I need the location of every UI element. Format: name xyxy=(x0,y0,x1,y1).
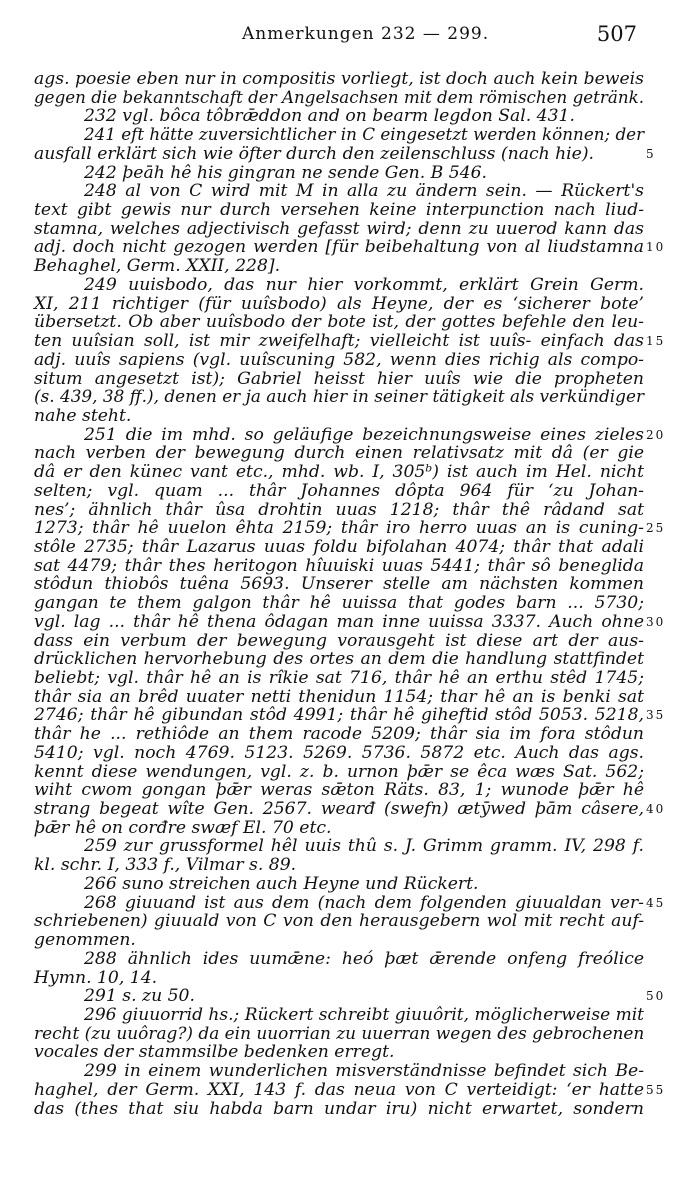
line-text: schriebenen) giuuald von C von den herausgebern wol mit recht auf- xyxy=(34,911,644,932)
line-text: nahe steht. xyxy=(34,405,132,426)
line-text: XI, 211 richtiger (für uuîsbodo) als Heyne, der es ‘sicherer bote’ xyxy=(34,293,644,314)
text-line xyxy=(34,931,644,950)
text-line xyxy=(34,107,644,126)
line-text: 268 giuuand ist aus dem (nach dem folgenden giuualdan ver- xyxy=(84,892,644,913)
running-header xyxy=(0,22,687,52)
line-text: wiht cwom gongan þǣr weras sǣton Räts. 83, 1; wunode þǣr hê xyxy=(34,780,644,801)
text-line xyxy=(34,237,666,258)
line-text: strang begeat wîte Gen. 2567. wearđ (swefn) ætȳwed þām câsere, xyxy=(34,799,644,820)
running-title: Anmerkungen 232 — 299. xyxy=(242,24,490,44)
line-text: ags. poesie eben nur in compositis vorliegt, ist doch auch kein beweis xyxy=(34,69,644,89)
line-text: stôdun thiobôs tuêna 5693. Unserer stelle am nächsten kommen xyxy=(34,574,644,595)
line-text: nach verben der bewegung durch einen relativsatz mit dâ (er gie xyxy=(34,443,644,464)
line-number: 15 xyxy=(646,334,666,349)
line-text: 266 suno streichen auch Heyne und Rückert. xyxy=(84,873,479,894)
line-text: 248 al von C wird mit M in alla zu ändern sein. — Rückert's xyxy=(84,181,644,202)
text-line xyxy=(34,463,644,482)
line-text: 251 die im mhd. so geläufige bezeichnungsweise eines zieles xyxy=(84,424,644,445)
line-text: übersetzt. Ob aber uuîsbodo der bote ist, der gottes befehle den leu- xyxy=(34,312,644,333)
text-line xyxy=(34,856,644,875)
line-text: Hymn. 10, 14. xyxy=(34,967,158,988)
body-text xyxy=(34,69,666,1119)
line-number: 35 xyxy=(646,708,666,723)
line-text: haghel, der Germ. XXI, 143 f. das neua von C verteidigt: ‘er hatte xyxy=(34,1079,644,1100)
text-line xyxy=(34,501,644,520)
text-line xyxy=(34,1062,644,1081)
line-text: situm angesetzt ist); Gabriel heisst hier uuîs wie die propheten xyxy=(34,368,644,389)
text-line xyxy=(34,538,644,557)
text-line xyxy=(34,182,644,201)
text-line xyxy=(34,1006,644,1025)
line-number: 25 xyxy=(646,521,666,536)
line-text: thâr he ... rethiôde an them racode 5209; thâr sia im fora stôdun xyxy=(34,724,644,745)
text-line xyxy=(34,725,644,744)
text-line xyxy=(34,143,656,164)
page-number: 507 xyxy=(596,22,637,46)
text-line xyxy=(34,407,644,426)
text-line xyxy=(34,837,644,856)
text-line xyxy=(34,950,644,969)
text-line xyxy=(34,126,644,145)
line-text: dâ er den künec vant etc., mhd. wb. I, 305ᵇ) ist auch im Hel. nicht xyxy=(34,462,644,483)
text-line xyxy=(34,781,644,800)
text-line xyxy=(34,611,666,632)
text-line xyxy=(34,482,644,501)
line-text: vgl. lag ... thâr hê thena ôdagan man inne uuissa 3337. Auch ohne xyxy=(34,611,644,632)
line-text: gangan te them galgon thâr hê uuissa that godes barn ... 5730; xyxy=(34,593,644,614)
line-text: 296 giuuorrid hs.; Rückert schreibt giuuôrit, möglicherweise mit xyxy=(84,1004,644,1025)
line-text: 241 eft hätte zuversichtlicher in C eingesetzt werden können; der xyxy=(84,125,645,146)
text-line xyxy=(34,201,644,220)
line-number: 5 xyxy=(646,146,656,161)
text-line xyxy=(34,70,644,89)
line-text: 288 ähnlich ides uumǣne: heó þæt ǣrende onfeng freólice xyxy=(84,948,644,969)
text-line xyxy=(34,276,644,295)
line-text: text gibt gewis nur durch versehen keine interpunction nach liud- xyxy=(34,200,644,221)
line-text: ausfall erklärt sich wie öfter durch den zeilenschluss (nach hie). xyxy=(34,143,595,164)
line-text: 1273; thâr hê uuelon êhta 2159; thâr iro herro uuas an is cuning- xyxy=(34,518,644,539)
text-line xyxy=(34,331,666,352)
line-text: drücklichen hervorhebung des ortes an dem die handlung stattfindet xyxy=(34,649,644,670)
text-line xyxy=(34,688,644,707)
line-text: adj. uuîs sapiens (vgl. uuîscuning 582, wenn dies richig als compo- xyxy=(34,349,644,370)
line-text: recht (zu uuôrag?) da ein uuorrian zu uuerran wegen des gebrochenen xyxy=(34,1023,645,1044)
line-text: þǣr hê on corđre swæf El. 70 etc. xyxy=(34,817,332,838)
text-line xyxy=(34,444,644,463)
line-text: 232 vgl. bôca tôbrǣddon and on bearm legdon Sal. 431. xyxy=(84,106,575,127)
line-text: 291 s. zu 50. xyxy=(84,986,195,1007)
text-line xyxy=(34,669,644,688)
text-line xyxy=(34,799,666,820)
line-text: dass ein verbum der bewegung vorausgeht ist diese art der aus- xyxy=(34,630,644,651)
line-text: beliebt; vgl. thâr hê an is rîkie sat 716, thâr hê an erthu stêd 1745; xyxy=(34,668,644,688)
line-text: genommen. xyxy=(34,930,136,951)
text-line xyxy=(34,632,644,651)
line-number: 55 xyxy=(646,1082,666,1097)
text-line xyxy=(34,763,644,782)
text-line xyxy=(34,650,644,669)
line-text: Behaghel, Germ. XXII, 228]. xyxy=(34,256,281,277)
line-text: 299 in einem wunderlichen misverständnisse befindet sich Be- xyxy=(84,1061,644,1082)
line-text: nes’; ähnlich thâr ûsa drohtin uuas 1218; thâr thê râdand sat xyxy=(34,499,644,520)
line-text: stamna, welches adjectivisch gefasst wird; denn zu uuerod kann das xyxy=(34,218,644,239)
text-line xyxy=(34,575,644,594)
line-text: ten uuîsian soll, ist mir zweifelhaft; vielleicht ist uuîs- einfach das xyxy=(34,331,644,352)
text-line xyxy=(34,370,644,389)
text-line xyxy=(34,1100,644,1119)
line-text: thâr sia an brêd uuater netti thenidun 1154; thar hê an is benki sat xyxy=(34,686,644,707)
text-line xyxy=(34,557,644,576)
line-text: kl. schr. I, 333 f., Vilmar s. 89. xyxy=(34,855,297,876)
text-line xyxy=(34,892,666,913)
line-text: kennt diese wendungen, vgl. z. b. urnon þǣr se êca wæs Sat. 562; xyxy=(34,761,644,782)
text-line xyxy=(34,424,666,445)
text-line xyxy=(34,986,666,1007)
text-line xyxy=(34,351,644,370)
line-text: gegen die bekanntschaft der Angelsachsen mit dem römischen getränk. xyxy=(34,87,644,108)
text-line xyxy=(34,1025,644,1044)
line-number: 20 xyxy=(646,427,666,442)
line-text: selten; vgl. quam ... thâr Johannes dôpta 964 für ‘zu Johan- xyxy=(34,480,644,501)
line-text: (s. 439, 38 ff.), denen er ja auch hier in seiner tätigkeit als verkündiger xyxy=(34,387,644,408)
text-line xyxy=(34,705,666,726)
text-line xyxy=(34,875,644,894)
line-number: 40 xyxy=(646,802,666,817)
line-text: stôle 2735; thâr Lazarus uuas foldu bifolahan 4074; thâr that adali xyxy=(34,536,644,557)
text-line xyxy=(34,220,644,239)
text-line xyxy=(34,313,644,332)
text-line xyxy=(34,594,644,613)
text-line xyxy=(34,257,644,276)
text-line xyxy=(34,295,644,314)
text-line xyxy=(34,969,644,988)
text-line xyxy=(34,518,666,539)
line-text: 5410; vgl. noch 4769. 5123. 5269. 5736. 5872 etc. Auch das ags. xyxy=(34,742,644,763)
text-line xyxy=(34,388,644,407)
text-line xyxy=(34,744,644,763)
text-line xyxy=(34,164,644,183)
line-text: adj. doch nicht gezogen werden [für beibehaltung von al liudstamna xyxy=(34,237,644,258)
line-text: sat 4479; thâr thes heritogon hîuuiski uuas 5441; thâr sô beneglida xyxy=(34,555,644,576)
text-line xyxy=(34,1079,666,1100)
line-text: 249 uuisbodo, das nur hier vorkommt, erklärt Grein Germ. xyxy=(84,274,644,295)
line-number: 10 xyxy=(646,240,666,255)
line-text: 2746; thâr hê gibundan stôd 4991; thâr hê giheftid stôd 5053. 5218, xyxy=(34,705,644,726)
text-line xyxy=(34,912,644,931)
line-text: das (thes that siu habda barn undar iru) nicht erwartet, sondern xyxy=(34,1098,644,1119)
text-line xyxy=(34,89,644,108)
line-number: 30 xyxy=(646,614,666,629)
line-number: 45 xyxy=(646,895,666,910)
line-number: 50 xyxy=(646,989,666,1004)
line-text: vocales der stammsilbe bedenken erregt. xyxy=(34,1042,395,1063)
text-line xyxy=(34,819,644,838)
line-text: 259 zur grussformel hêl uuis thû s. J. Grimm gramm. IV, 298 f. xyxy=(84,836,644,857)
text-line xyxy=(34,1043,644,1062)
line-text: 242 þeāh hê his gingran ne sende Gen. B 546. xyxy=(84,162,488,183)
